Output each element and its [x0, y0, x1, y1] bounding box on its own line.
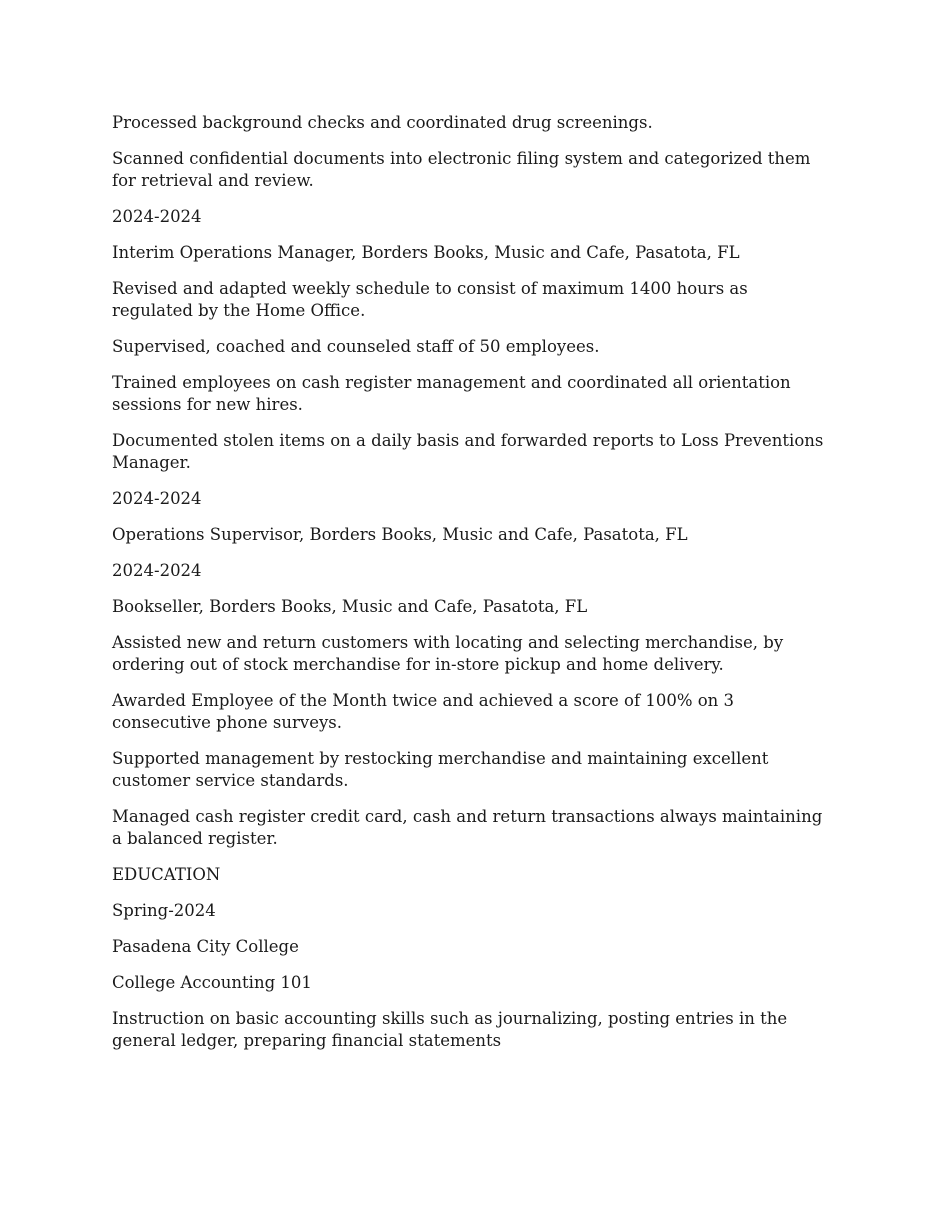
- education-course: College Accounting 101: [112, 973, 312, 992]
- education-date: Spring-2024: [112, 901, 216, 920]
- duty-revised-schedule: Revised and adapted weekly schedule to consist of maximum 1400 hours as regulated by the Home Office.: [112, 279, 748, 320]
- document-page: [112, 112, 832, 1066]
- education-course-description: Instruction on basic accounting skills such as journalizing, posting entries in the general ledger, preparing financial statements: [112, 1009, 788, 1050]
- duty-supported-management: Supported management by restocking merchandise and maintaining excellent customer service standards.: [112, 749, 769, 790]
- duty-employee-of-month: Awarded Employee of the Month twice and achieved a score of 100% on 3 consecutive phone surveys.: [112, 691, 735, 732]
- duty-assisted-customers: Assisted new and return customers with locating and selecting merchandise, by ordering out of stock merchandise for in-store pickup and home delivery.: [112, 633, 784, 674]
- duty-documented-stolen-items: Documented stolen items on a daily basis and forwarded reports to Loss Preventions Manager.: [112, 431, 824, 472]
- job-title-bookseller: Bookseller, Borders Books, Music and Cafe, Pasatota, FL: [112, 597, 588, 616]
- duty-trained-employees: Trained employees on cash register management and coordinated all orientation sessions for new hires.: [112, 373, 791, 414]
- job-title-operations-supervisor: Operations Supervisor, Borders Books, Music and Cafe, Pasatota, FL: [112, 525, 688, 544]
- job-dates-bookseller: 2024-2024: [112, 561, 202, 580]
- job-title-interim-manager: Interim Operations Manager, Borders Books, Music and Cafe, Pasatota, FL: [112, 243, 740, 262]
- duty-scanned-documents: Scanned confidential documents into electronic filing system and categorized them for retrieval and review.: [112, 149, 811, 190]
- job-dates-interim-manager: 2024-2024: [112, 207, 202, 226]
- duty-managed-cash-register: Managed cash register credit card, cash and return transactions always maintaining a balanced register.: [112, 807, 823, 848]
- section-heading-education: EDUCATION: [112, 865, 221, 884]
- duty-background-checks: Processed background checks and coordinated drug screenings.: [112, 113, 653, 132]
- education-school: Pasadena City College: [112, 937, 299, 956]
- job-dates-operations-supervisor: 2024-2024: [112, 489, 202, 508]
- duty-supervised-staff: Supervised, coached and counseled staff of 50 employees.: [112, 337, 600, 356]
